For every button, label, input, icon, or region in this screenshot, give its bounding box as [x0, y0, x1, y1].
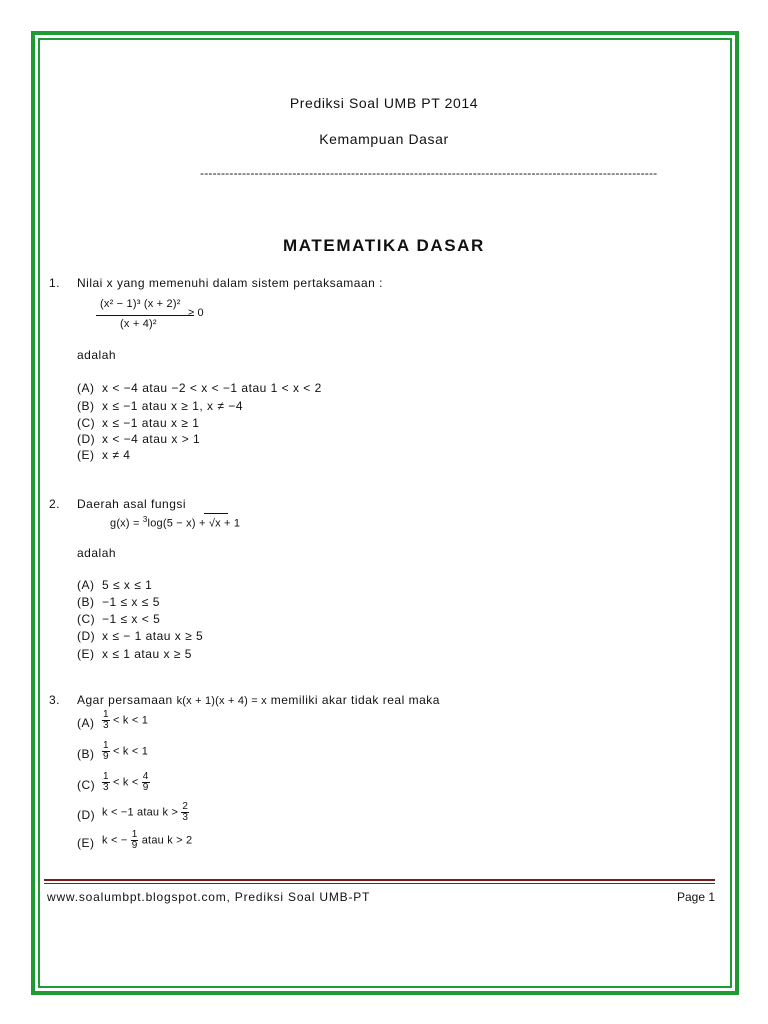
option-label: (E) — [77, 647, 95, 661]
question-number: 2. — [49, 497, 61, 511]
question-connector: adalah — [77, 546, 117, 560]
header-separator: ------------------------------------------------------------------------------------------------------------- — [200, 166, 658, 180]
question-prompt: Nilai x yang memenuhi dalam sistem pertaksamaan : — [77, 276, 383, 290]
sqrt-bar — [204, 513, 228, 514]
option-label: (D) — [77, 808, 96, 822]
option-text: x < −4 atau −2 < x < −1 atau 1 < x < 2 — [102, 381, 322, 395]
option-label: (E) — [77, 836, 95, 850]
option-text: x ≤ −1 atau x ≥ 1 — [102, 416, 200, 430]
page-number: Page 1 — [677, 890, 716, 904]
footer-rule — [44, 879, 715, 881]
inequality-relation: ≥ 0 — [188, 307, 204, 319]
page-title: Prediksi Soal UMB PT 2014 — [289, 95, 479, 111]
option-label: (C) — [77, 778, 96, 792]
footer-rule — [44, 883, 715, 884]
page-subtitle: Kemampuan Dasar — [319, 131, 449, 147]
option-label: (D) — [77, 432, 96, 446]
fraction-bar — [96, 315, 194, 316]
option-text: x ≠ 4 — [102, 448, 131, 462]
option-text: x ≤ −1 atau x ≥ 1, x ≠ −4 — [102, 399, 243, 413]
question-number: 1. — [49, 276, 61, 290]
fraction: $\frac{1}{9}$ — [131, 829, 138, 851]
option-label: (A) — [77, 716, 95, 730]
fraction: $\frac{2}{3}$ — [182, 801, 189, 823]
option-math: k < −1 atau k > $\frac{2}{3}$ — [102, 801, 189, 823]
option-label: (B) — [77, 747, 95, 761]
option-text: 5 ≤ x ≤ 1 — [102, 578, 153, 592]
prompt-equation: k(x + 1)(x + 4) = x — [176, 695, 267, 707]
option-label: (C) — [77, 612, 96, 626]
function-lhs: g(x) = — [110, 517, 143, 530]
option-label: (B) — [77, 399, 95, 413]
footer-source-link[interactable]: www.soalumbpt.blogspot.com, Prediksi Soal UMB-PT — [47, 890, 371, 904]
option-math: $\frac{1}{3}$ < k < 1 — [103, 709, 149, 731]
option-label: (E) — [77, 448, 95, 462]
inequality-denominator: (x + 4)² — [120, 318, 157, 330]
question-number: 3. — [49, 693, 61, 707]
fraction: $\frac{1}{9}$ — [103, 740, 109, 762]
option-label: (C) — [77, 416, 96, 430]
log-base: 3 — [142, 515, 148, 524]
option-text: −1 ≤ x < 5 — [102, 612, 161, 626]
option-label: (D) — [77, 629, 96, 643]
inequality-numerator: (x² − 1)³ (x + 2)² — [100, 298, 181, 310]
option-text: x < −4 atau x > 1 — [102, 432, 201, 446]
option-label: (A) — [77, 578, 95, 592]
subject-heading: MATEMATIKA DASAR — [283, 236, 485, 255]
question-prompt: Daerah asal fungsi — [77, 497, 187, 511]
function-log: log(5 − x) + — [147, 517, 209, 530]
sqrt-icon: √ — [208, 517, 216, 530]
option-math: k < − $\frac{1}{9}$ atau k > 2 — [102, 829, 193, 851]
option-text: −1 ≤ x ≤ 5 — [102, 595, 160, 609]
option-math: $\frac{1}{9}$ < k < 1 — [103, 740, 149, 762]
function-sqrt-arg: x + 1 — [215, 517, 241, 530]
fraction: $\frac{1}{3}$ — [103, 771, 109, 793]
option-text: x ≤ 1 atau x ≥ 5 — [102, 647, 192, 661]
option-text: x ≤ − 1 atau x ≥ 5 — [102, 629, 204, 643]
question-connector: adalah — [77, 348, 117, 362]
question-prompt — [77, 693, 440, 707]
fraction: $\frac{1}{3}$ — [103, 709, 109, 731]
fraction: $\frac{4}{9}$ — [142, 771, 149, 793]
option-math: $\frac{1}{3}$ < k < $\frac{4}{9}$ — [103, 771, 149, 793]
prompt-text-after: memiliki akar tidak real maka — [270, 693, 440, 707]
option-label: (A) — [77, 381, 95, 395]
function-formula — [110, 515, 240, 530]
prompt-text-before: Agar persamaan — [77, 693, 173, 707]
option-label: (B) — [77, 595, 95, 609]
